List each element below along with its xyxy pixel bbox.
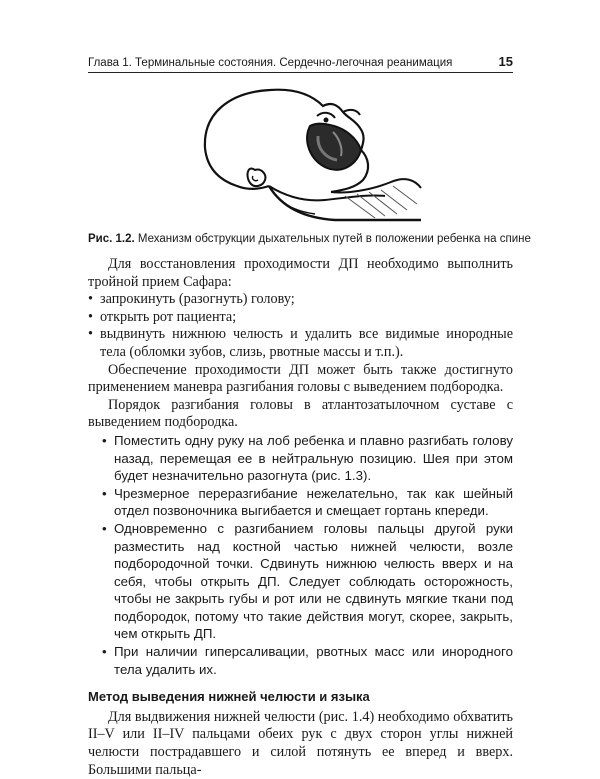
list-item: • Одновременно с разгибанием головы пальцы другой руки разместить над костной частью нижней челюсти, возле подбородочной точки. Сдвинуть нижнюю челюсть вверх и на себя, чтобы открыть ДП. Следует соблюдать осторожность, чтобы не закрыть губы и рот или не сдвинуть мягкие ткани под подбородок, потому что такие действия могут, скорее, закрыть, чем открыть ДП.	[88, 520, 513, 643]
figure-caption-text: Механизм обструкции дыхательных путей в положении ребенка на спине	[137, 233, 531, 245]
paragraph: Для восстановления проходимости ДП необходимо выполнить тройной прием Сафара:	[88, 256, 513, 290]
paragraph: Для выдвижения нижней челюсти (рис. 1.4) необходимо обхватить II–V или II–IV пальцами обеих рук с двух сторон углы нижней челюсти пострадавшего и силой потянуть ее вперед и вверх. Большими пальца-	[88, 708, 513, 778]
page-number: 15	[498, 54, 513, 69]
list-item: • Поместить одну руку на лоб ребенка и плавно разгибать голову назад, перемещая ее в нейтральную позицию. Шея при этом будет незначительно разогнута (рис. 1.3).	[88, 432, 513, 485]
running-header	[88, 54, 513, 73]
head-tilt-steps-list	[88, 432, 513, 678]
body-text	[88, 256, 513, 779]
list-item: • выдвинуть нижнюю челюсть и удалить все видимые инородные тела (обломки зубов, слизь, рвотные массы и т.п.).	[88, 326, 513, 361]
paragraph: Обеспечение проходимости ДП может быть также достигнуто применением маневра разгибания головы с выведением подбородка.	[88, 361, 513, 396]
safar-steps-list	[88, 291, 513, 361]
list-item: • Чрезмерное переразгибание нежелательно, так как шейный отдел позвоночника выгибается и смещает гортань кпереди.	[88, 485, 513, 520]
section-heading: Метод выведения нижней челюсти и языка	[88, 689, 370, 705]
figure-caption-label: Рис. 1.2.	[88, 233, 135, 245]
figure-caption	[88, 233, 531, 245]
list-item: • запрокинуть (разогнуть) голову;	[88, 291, 513, 309]
list-item: • открыть рот пациента;	[88, 309, 513, 327]
chapter-title: Глава 1. Терминальные состояния. Сердечно-легочная реанимация	[88, 57, 453, 69]
paragraph: Порядок разгибания головы в атлантозатылочном суставе с выведением подбородка.	[88, 396, 513, 431]
head-profile-airway-illustration	[185, 78, 425, 228]
list-item: • При наличии гиперсаливации, рвотных масс или инородного тела удалить их.	[88, 643, 513, 678]
